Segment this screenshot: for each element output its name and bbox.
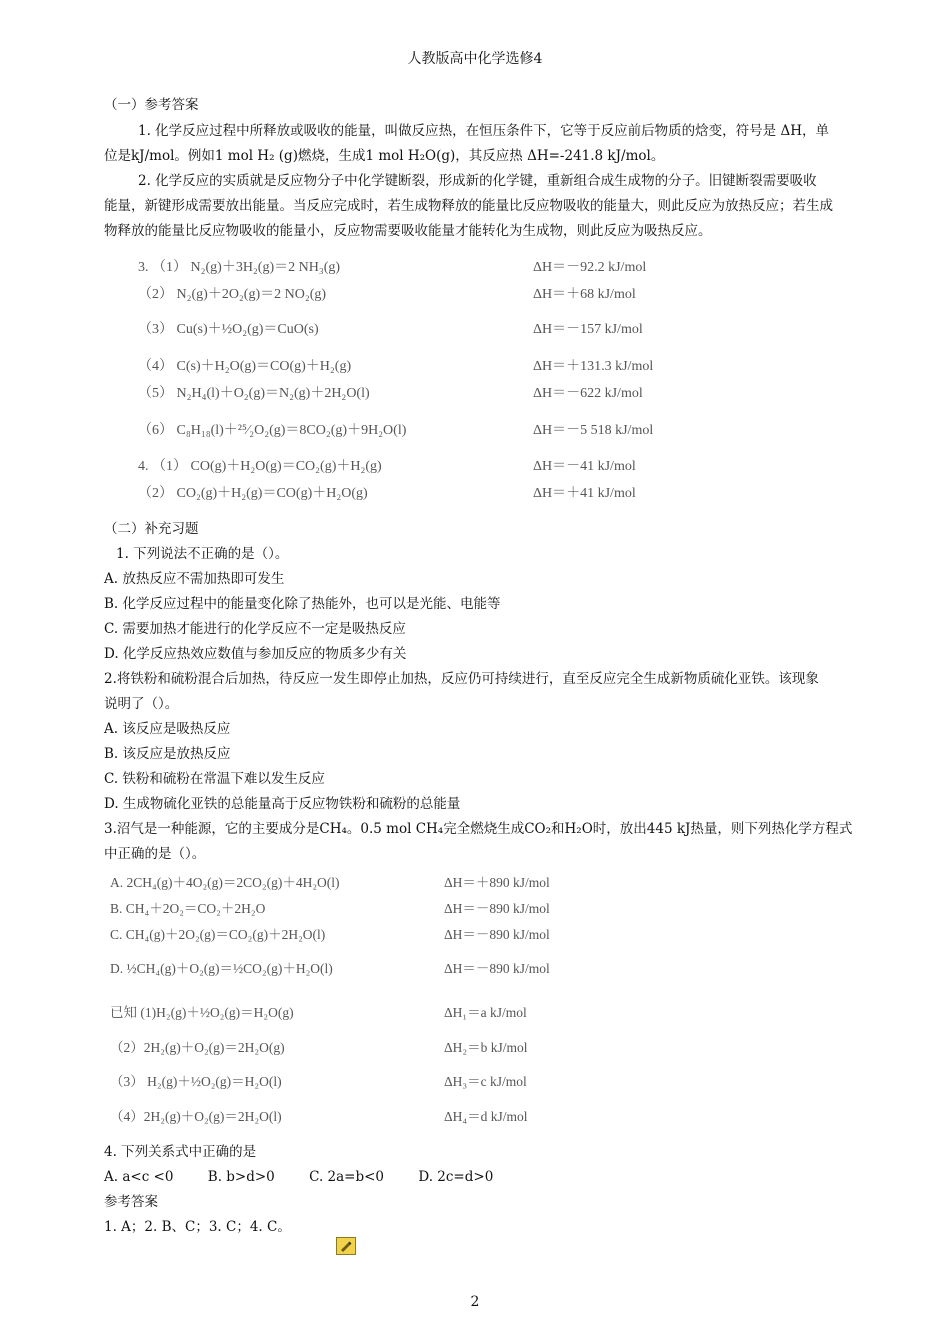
section-title-answers: （一）参考答案 [104,97,199,113]
given-equation-dh: ΔH₂＝b kJ/mol [444,1040,528,1055]
answer-key: 1. A；2. B、C；3. C；4. C。 [104,1219,291,1235]
given-equation-dh: ΔH₃＝c kJ/mol [444,1074,527,1089]
question-2-line-1: 2.将铁粉和硫粉混合后加热，待反应一发生即停止加热，反应仍可持续进行，直至反应完全生成新物质硫化亚铁。该现象 [104,671,819,687]
equation-dh: ΔH＝－157 kJ/mol [533,322,643,337]
question-3-option-lhs: C. CH₄(g)＋2O₂(g)＝CO₂(g)＋2H₂O(l) [110,927,326,942]
equation-dh: ΔH＝＋41 kJ/mol [533,486,636,501]
equation-dh: ΔH＝＋131.3 kJ/mol [533,359,654,374]
given-equation-lhs: （3） H₂(g)＋½O₂(g)＝H₂O(l) [110,1074,282,1089]
question-2-option-a: A. 该反应是吸热反应 [104,721,231,737]
question-2-option-d: D. 生成物硫化亚铁的总能量高于反应物铁粉和硫粉的总能量 [104,796,461,812]
question-3-line-2: 中正确的是（）。 [104,846,206,862]
question-2-option-c: C. 铁粉和硫粉在常温下难以发生反应 [104,771,325,787]
equation-lhs: 4. （1） CO(g)＋H₂O(g)＝CO₂(g)＋H₂(g) [138,459,382,474]
given-equation-lhs: （2）2H₂(g)＋O₂(g)＝2H₂O(g) [110,1040,285,1055]
question-3-line-1: 3.沼气是一种能源，它的主要成分是CH₄。0.5 mol CH₄完全燃烧生成CO₂和H₂O时，放出445 kJ热量，则下列热化学方程式 [104,821,853,837]
question-2-option-b: B. 该反应是放热反应 [104,746,231,762]
question-1: 1. 下列说法不正确的是（）。 [116,546,289,562]
answer-2-line-2: 能量，新键形成需要放出能量。当反应完成时，若生成物释放的能量比反应物吸收的能量大，则此反应为放热反应；若生成 [104,198,833,214]
equation-dh: ΔH＝－92.2 kJ/mol [533,260,647,275]
page-header: 人教版高中化学选修4 [407,51,543,67]
section-title-exercises: （二）补充习题 [104,521,199,537]
equation-lhs: （2） N₂(g)＋2O₂(g)＝2 NO₂(g) [138,287,327,302]
given-equation-lhs: （4）2H₂(g)＋O₂(g)＝2H₂O(l) [110,1109,282,1124]
question-1-option-b: B. 化学反应过程中的能量变化除了热能外，也可以是光能、电能等 [104,596,501,612]
equation-lhs: （6） C₈H₁₈(l)＋²⁵⁄₂O₂(g)＝8CO₂(g)＋9H₂O(l) [138,423,407,438]
given-equation-lhs: 已知 (1)H₂(g)＋½O₂(g)＝H₂O(g) [110,1005,294,1020]
question-3-option-dh: ΔH＝－890 kJ/mol [444,927,550,942]
question-3-option-dh: ΔH＝－890 kJ/mol [444,901,550,916]
equation-lhs: 3. （1） N₂(g)＋3H₂(g)＝2 NH₃(g) [138,260,341,275]
page-number: 2 [470,1294,480,1310]
given-equation-dh: ΔH₁＝a kJ/mol [444,1005,527,1020]
given-equation-dh: ΔH₄＝d kJ/mol [444,1109,528,1124]
question-3-option-dh: ΔH＝＋890 kJ/mol [444,875,550,890]
question-1-option-a: A. 放热反应不需加热即可发生 [104,571,285,587]
equation-lhs: （3） Cu(s)＋½O₂(g)＝CuO(s) [138,322,319,337]
equation-dh: ΔH＝－622 kJ/mol [533,386,643,401]
pencil-icon [339,1240,353,1252]
question-4: 4. 下列关系式中正确的是 [104,1144,257,1160]
answer-1-line-1: 1. 化学反应过程中所释放或吸收的能量，叫做反应热，在恒压条件下，它等于反应前后物质的焓变，符号是 ΔH，单 [138,123,829,139]
question-2-line-2: 说明了（）。 [104,696,179,712]
answer-key-title: 参考答案 [104,1194,158,1210]
equation-lhs: （5） N₂H₄(l)＋O₂(g)＝N₂(g)＋2H₂O(l) [138,386,370,401]
question-4-options: A. a<c <0 B. b>d>0 C. 2a=b<0 D. 2c=d>0 [104,1169,494,1185]
equation-lhs: （2） CO₂(g)＋H₂(g)＝CO(g)＋H₂O(g) [138,486,368,501]
answer-2-line-3: 物释放的能量比反应物吸收的能量小，反应物需要吸收能量才能转化为生成物，则此反应为吸热反应。 [104,223,712,239]
answer-2-line-1: 2. 化学反应的实质就是反应物分子中化学键断裂，形成新的化学键，重新组合成生成物的分子。旧键断裂需要吸收 [138,173,817,189]
question-3-option-lhs: A. 2CH₄(g)＋4O₂(g)＝2CO₂(g)＋4H₂O(l) [110,875,340,890]
equation-dh: ΔH＝＋68 kJ/mol [533,287,636,302]
question-3-option-lhs: B. CH₄＋2O₂＝CO₂＋2H₂O [110,901,266,916]
question-3-option-lhs: D. ½CH₄(g)＋O₂(g)＝½CO₂(g)＋H₂O(l) [110,961,333,976]
question-1-option-d: D. 化学反应热效应数值与参加反应的物质多少有关 [104,646,407,662]
question-3-option-dh: ΔH＝－890 kJ/mol [444,961,550,976]
answer-1-line-2: 位是kJ/mol。例如1 mol H₂ (g)燃烧，生成1 mol H₂O(g)，其反应热 ΔH=-241.8 kJ/mol。 [104,148,665,164]
equation-lhs: （4） C(s)＋H₂O(g)＝CO(g)＋H₂(g) [138,359,352,374]
embedded-object-icon[interactable] [336,1237,356,1255]
question-1-option-c: C. 需要加热才能进行的化学反应不一定是吸热反应 [104,621,406,637]
equation-dh: ΔH＝－5 518 kJ/mol [533,423,654,438]
equation-dh: ΔH＝－41 kJ/mol [533,459,636,474]
